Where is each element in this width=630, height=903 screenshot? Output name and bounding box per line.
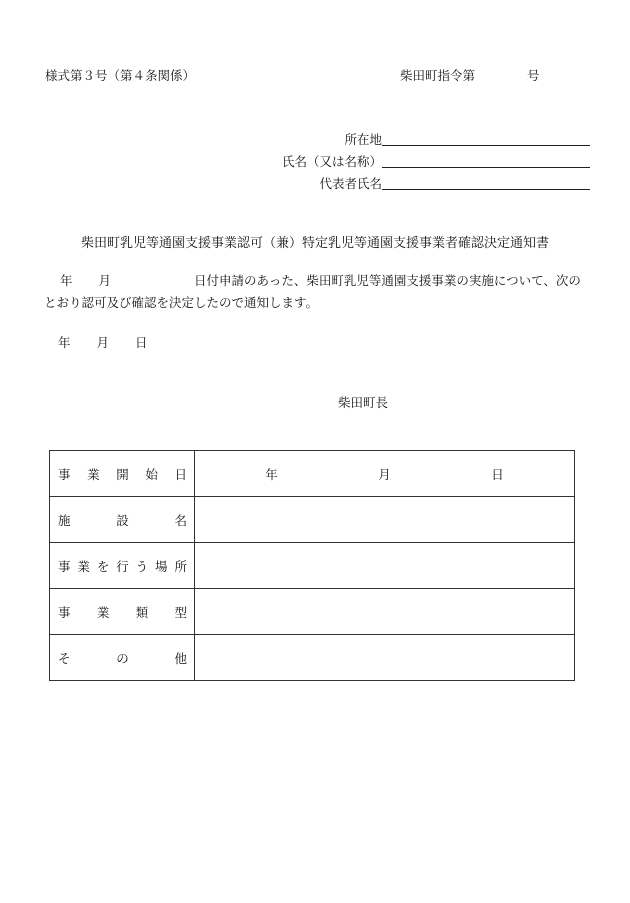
row-value	[195, 543, 575, 589]
address-row	[260, 130, 590, 148]
label-char: 事	[58, 466, 71, 482]
row-label	[50, 451, 195, 497]
row-label-text	[50, 557, 194, 575]
body-sentence: 日付申請のあった、柴田町乳児等通園支援事業の実施について、次のとおり認可及び確認を決定したので通知します。	[44, 273, 581, 310]
table-row	[50, 543, 575, 589]
address-line	[382, 145, 590, 146]
order-prefix: 柴田町指令第	[400, 68, 476, 83]
table-row	[50, 451, 575, 497]
label-char: 行	[116, 558, 129, 574]
name-row	[260, 152, 590, 170]
table-row	[50, 635, 575, 681]
label-char: 名	[174, 512, 187, 528]
value-char: 日	[491, 466, 504, 482]
label-char: 施	[58, 512, 71, 528]
info-table	[49, 450, 575, 681]
body-year: 年	[60, 273, 73, 288]
form-number: 様式第３号（第４条関係）	[45, 68, 196, 83]
label-char: 業	[77, 558, 90, 574]
order-suffix: 号	[527, 68, 540, 83]
label-char: 業	[87, 466, 100, 482]
label-char: 開	[116, 466, 129, 482]
address-label: 所在地	[344, 132, 382, 147]
label-char: 日	[174, 466, 187, 482]
body-text	[44, 270, 589, 314]
label-char: 所	[174, 558, 187, 574]
row-label-text	[50, 603, 194, 621]
value-char: 年	[265, 466, 278, 482]
order-number	[400, 66, 540, 84]
issue-month: 月	[96, 335, 110, 350]
row-label	[50, 635, 195, 681]
label-char: 設	[116, 512, 129, 528]
start-date-value	[195, 465, 574, 483]
label-char: 場	[155, 558, 168, 574]
label-char: 類	[135, 604, 149, 620]
issue-year: 年	[58, 335, 71, 350]
row-label-text	[50, 465, 194, 483]
representative-line	[382, 189, 590, 190]
label-char: そ	[58, 650, 71, 666]
row-value	[195, 635, 575, 681]
name-label: 氏名（又は名称）	[281, 154, 382, 169]
issuer: 柴田町長	[338, 395, 389, 410]
label-char: う	[135, 558, 149, 574]
label-char: 業	[96, 604, 110, 620]
issue-date	[58, 333, 148, 351]
body-date	[44, 270, 194, 292]
document-title: 柴田町乳児等通園支援事業認可（兼）特定乳児等通園支援事業者確認決定通知書	[80, 236, 549, 251]
row-value	[195, 497, 575, 543]
body-month: 月	[98, 273, 112, 288]
row-label	[50, 497, 195, 543]
row-label-text	[50, 511, 194, 529]
representative-label: 代表者氏名	[319, 176, 382, 191]
label-char: を	[96, 558, 110, 574]
row-label	[50, 543, 195, 589]
issue-day: 日	[135, 335, 148, 350]
label-char: の	[116, 650, 129, 666]
label-char: 型	[174, 604, 187, 620]
label-char: 事	[58, 558, 71, 574]
row-label-text	[50, 649, 194, 667]
name-line	[382, 167, 590, 168]
table-row	[50, 589, 575, 635]
representative-row	[260, 174, 590, 192]
row-value	[195, 451, 575, 497]
value-char: 月	[378, 466, 391, 482]
row-value	[195, 589, 575, 635]
label-char: 他	[174, 650, 187, 666]
table-row	[50, 497, 575, 543]
label-char: 始	[145, 466, 158, 482]
label-char: 事	[58, 604, 71, 620]
row-label	[50, 589, 195, 635]
